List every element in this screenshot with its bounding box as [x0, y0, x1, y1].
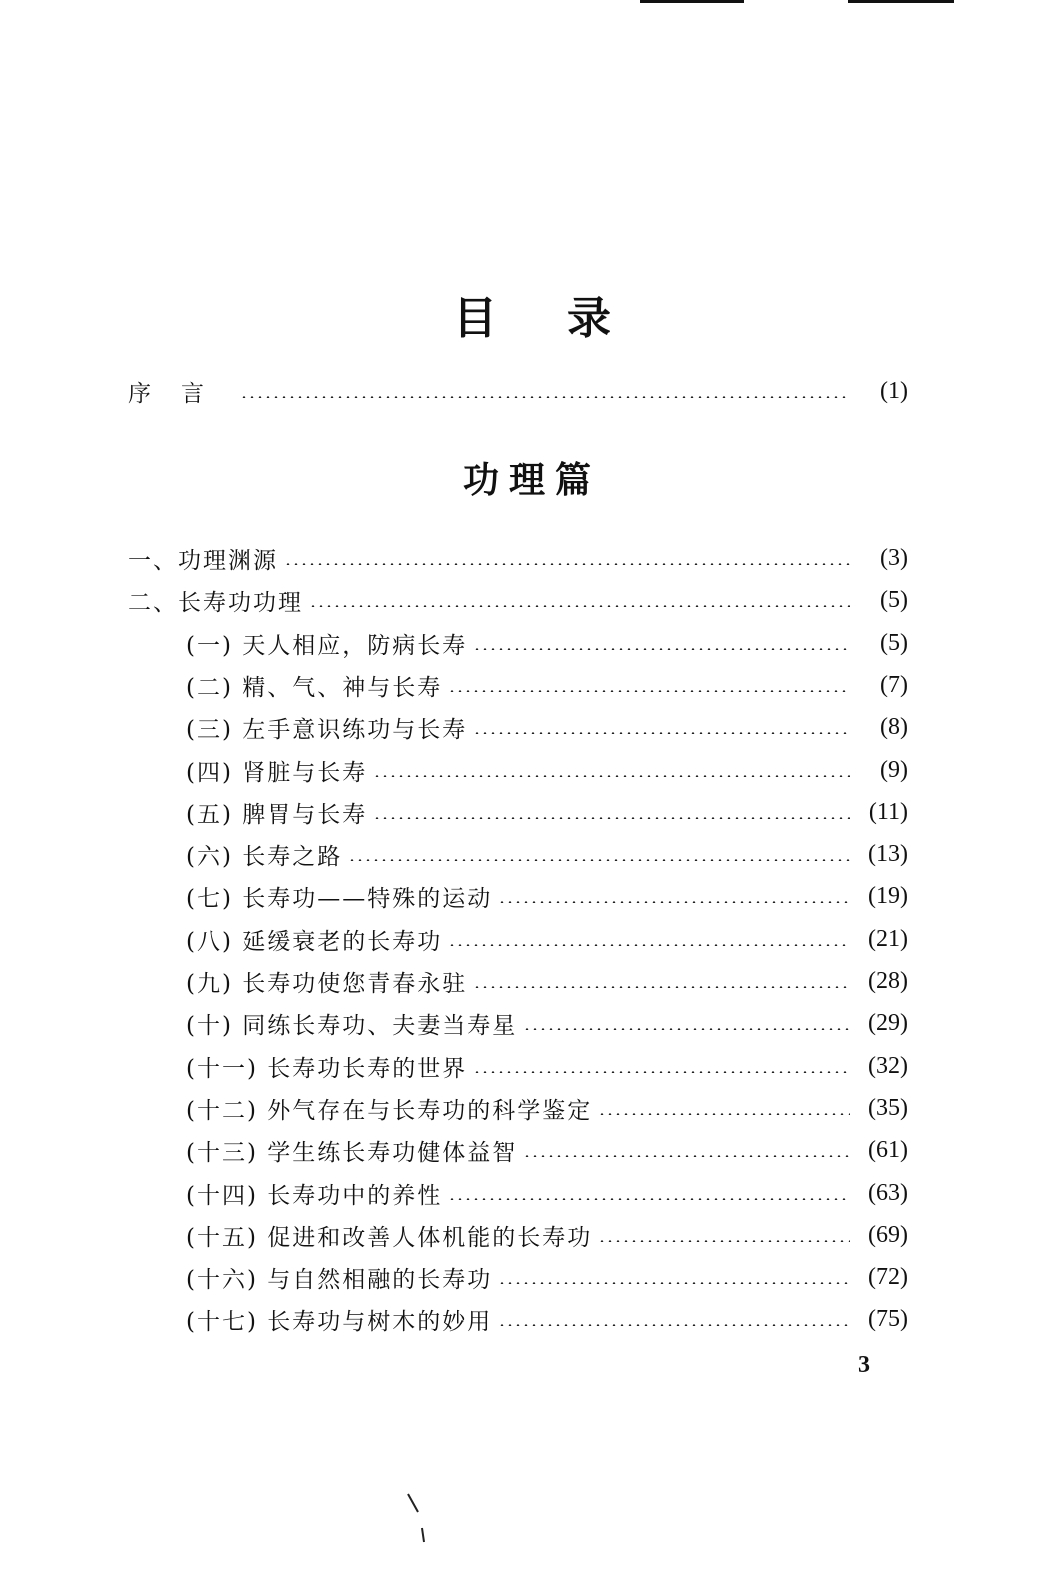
toc-entry-page: (32) — [868, 1052, 908, 1079]
toc-entry-page: (21) — [868, 925, 908, 952]
toc-entry-page: (35) — [868, 1094, 908, 1121]
toc-entry-page: (72) — [868, 1263, 908, 1290]
toc-entry-label: (十二) 外气存在与长寿功的科学鉴定 — [186, 1097, 593, 1124]
toc-entry-label: (九) 长寿功使您青春永驻 — [186, 970, 468, 997]
toc-entry[interactable] — [186, 1303, 908, 1335]
toc-entry-label: (六) 长寿之路 — [186, 843, 343, 870]
top-rule-right — [848, 0, 954, 3]
scan-mark — [400, 1490, 440, 1550]
toc-entry-page: (5) — [880, 629, 908, 656]
toc-entry[interactable] — [186, 1261, 908, 1293]
toc-entry-label: (十四) 长寿功中的养性 — [186, 1182, 443, 1209]
dot-leader — [473, 648, 850, 650]
toc-entry-label: (十六) 与自然相融的长寿功 — [186, 1266, 493, 1293]
toc-entry-page: (5) — [880, 586, 908, 613]
page-title-char-2: 录 — [567, 293, 611, 344]
toc-entry-label: (四) 肾脏与长寿 — [186, 759, 368, 786]
toc-entry[interactable] — [128, 542, 908, 574]
toc-entry-label: (十一) 长寿功长寿的世界 — [186, 1055, 468, 1082]
toc-entry-preface[interactable] — [128, 375, 908, 407]
toc-entry[interactable] — [186, 838, 908, 870]
dot-leader — [448, 690, 850, 692]
toc-entry[interactable] — [186, 1219, 908, 1251]
dot-leader — [473, 1071, 850, 1073]
dot-leader — [498, 1282, 850, 1284]
toc-entry-page: (11) — [868, 798, 908, 825]
toc-entry-page: (28) — [868, 967, 908, 994]
toc-entry[interactable] — [186, 923, 908, 955]
toc-entry-page: (1) — [880, 377, 908, 404]
toc-entry-label: (一) 天人相应，防病长寿 — [186, 632, 468, 659]
dot-leader — [473, 732, 850, 734]
toc-entry[interactable] — [186, 1092, 908, 1124]
dot-leader — [348, 859, 850, 861]
toc-entry[interactable] — [186, 711, 908, 743]
toc-entry-label: 一、功理渊源 — [128, 547, 278, 574]
toc-entry-label: (十五) 促进和改善人体机能的长寿功 — [186, 1224, 593, 1251]
toc-entry-page: (8) — [880, 713, 908, 740]
toc-entry[interactable] — [186, 1134, 908, 1166]
toc-entry[interactable] — [186, 965, 908, 997]
toc-entry-page: (3) — [880, 544, 908, 571]
dot-leader — [448, 1198, 850, 1200]
dot-leader — [598, 1113, 850, 1115]
dot-leader — [240, 396, 850, 398]
dot-leader — [523, 1028, 850, 1030]
toc-entry-page: (9) — [880, 756, 908, 783]
toc-entry-page: (7) — [880, 671, 908, 698]
toc-entry[interactable] — [186, 1007, 908, 1039]
dot-leader — [309, 605, 850, 607]
toc-entry-label: 序言 — [128, 380, 234, 407]
page-title — [0, 282, 1064, 346]
toc-entry-label: (七) 长寿功——特殊的运动 — [186, 885, 493, 912]
page-title-char-1: 目 — [453, 293, 497, 344]
toc-entry-page: (61) — [868, 1136, 908, 1163]
top-rule-left — [640, 0, 744, 3]
toc-entry[interactable] — [186, 627, 908, 659]
dot-leader — [373, 817, 850, 819]
dot-leader — [448, 944, 850, 946]
toc-entry-label: (十七) 长寿功与树木的妙用 — [186, 1308, 493, 1335]
dot-leader — [498, 1324, 850, 1326]
dot-leader — [498, 901, 850, 903]
toc-entry[interactable] — [186, 1177, 908, 1209]
toc-entry[interactable] — [186, 754, 908, 786]
dot-leader — [523, 1155, 850, 1157]
toc-entry-page: (19) — [868, 882, 908, 909]
page-number: 3 — [858, 1352, 870, 1378]
toc-entry-page: (69) — [868, 1221, 908, 1248]
toc-entry-page: (29) — [868, 1009, 908, 1036]
dot-leader — [598, 1240, 850, 1242]
toc-entry[interactable] — [186, 796, 908, 828]
dot-leader — [373, 775, 850, 777]
toc-entry[interactable] — [186, 880, 908, 912]
section-title: 功理篇 — [462, 460, 601, 501]
toc-entry-page: (75) — [868, 1305, 908, 1332]
toc-entry[interactable] — [128, 584, 908, 616]
toc-entry[interactable] — [186, 1050, 908, 1082]
toc-entry-label: (二) 精、气、神与长寿 — [186, 674, 443, 701]
toc-entry-page: (13) — [868, 840, 908, 867]
toc-entry-label: (三) 左手意识练功与长寿 — [186, 716, 468, 743]
dot-leader — [284, 563, 850, 565]
toc-entry-label: (五) 脾胃与长寿 — [186, 801, 368, 828]
toc-entry-label: (十) 同练长寿功、夫妻当寿星 — [186, 1012, 518, 1039]
dot-leader — [473, 986, 850, 988]
toc-entry-label: 二、长寿功功理 — [128, 589, 303, 616]
toc-entry-label: (十三) 学生练长寿功健体益智 — [186, 1139, 518, 1166]
toc-entry-page: (63) — [868, 1179, 908, 1206]
toc-entry-label: (八) 延缓衰老的长寿功 — [186, 928, 443, 955]
toc-entry[interactable] — [186, 669, 908, 701]
